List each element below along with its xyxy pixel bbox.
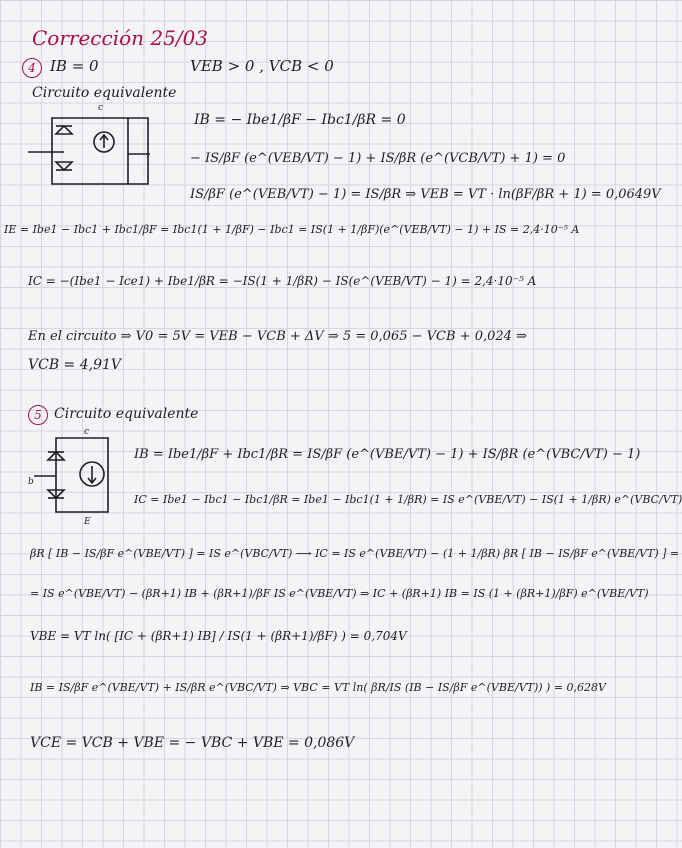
section-5-heading: Circuito equivalente <box>54 406 199 422</box>
section-4-eq3: IS/βF (e^(VEB/VT) − 1) = IS/βR ⇒ VEB = VT · ln(βF/βR + 1) = 0,0649V <box>190 187 661 202</box>
circuit-5-c-label: c <box>84 427 90 437</box>
section-4-bias: VEB > 0 , VCB < 0 <box>190 57 334 75</box>
section-5-eq7: VCE = VCB + VBE = − VBC + VBE = 0,086V <box>30 735 355 751</box>
section-4-eq4: IE = Ibe1 − Ibc1 + Ibc1/βF = Ibc1(1 + 1/βF) − Ibc1 = IS(1 + 1/βF)(e^(VEB/VT) − 1) + IS = 2,4·10⁻⁵ A <box>4 223 580 236</box>
section-4-condition: IB = 0 <box>50 57 99 75</box>
section-5-eq5: VBE = VT ln( [IC + (βR+1) IB] / IS(1 + (βR+1)/βF) ) = 0,704V <box>30 629 407 643</box>
section-4-eq1: IB = − Ibe1/βF − Ibc1/βR = 0 <box>194 112 406 128</box>
section-4-eq6: En el circuito ⇒ V0 = 5V = VEB − VCB + ΔV ⇒ 5 = 0,065 − VCB + 0,024 ⇒ <box>28 329 527 344</box>
section-5-eq4: = IS e^(VBE/VT) − (βR+1) IB + (βR+1)/βF IS e^(VBE/VT) ⇒ IC + (βR+1) IB = IS (1 + (βR+1)/βF) e^(VBE/VT) <box>30 587 649 600</box>
circuit-5-b-label: b <box>28 477 34 487</box>
section-5-eq6: IB = IS/βF e^(VBE/VT) + IS/βR e^(VBC/VT) ⇒ VBC = VT ln( βR/IS (IB − IS/βF e^(VBE/VT)) ) = 0,628V <box>30 681 606 694</box>
section-5-eq2: IC = Ibe1 − Ibc1 − Ibc1/βR = Ibe1 − Ibc1(1 + 1/βR) = IS e^(VBE/VT) − IS(1 + 1/βR) e^(VBC/VT) <box>134 493 682 506</box>
page-title: Corrección 25/03 <box>32 26 209 50</box>
section-4-eq5: IC = −(Ibe1 − Ice1) + Ibe1/βR = −IS(1 + 1/βR) − IS(e^(VEB/VT) − 1) = 2,4·10⁻⁵ A <box>28 274 537 288</box>
section-4-eq7: VCB = 4,91V <box>28 357 122 373</box>
section-4-number: 4 <box>22 58 42 78</box>
circuit-5-e-label: E <box>84 517 91 527</box>
circuit-4-c-label: c <box>98 103 104 113</box>
section-4-heading: Circuito equivalente <box>32 85 177 101</box>
circuit-diagram-5 <box>28 426 128 526</box>
section-4-eq2: − IS/βF (e^(VEB/VT) − 1) + IS/βR (e^(VCB/VT) + 1) = 0 <box>190 151 566 166</box>
circuit-diagram-4 <box>28 104 168 194</box>
section-5-number: 5 <box>28 405 48 425</box>
section-5-eq3: βR [ IB − IS/βF e^(VBE/VT) ] = IS e^(VBC/VT) ⟶ IC = IS e^(VBE/VT) − (1 + 1/βR) βR [ IB − IS/βF e^(VBE/VT) ] = <box>30 547 680 560</box>
section-5-eq1: IB = Ibe1/βF + Ibc1/βR = IS/βF (e^(VBE/VT) − 1) + IS/βR (e^(VBC/VT) − 1) <box>134 447 641 462</box>
